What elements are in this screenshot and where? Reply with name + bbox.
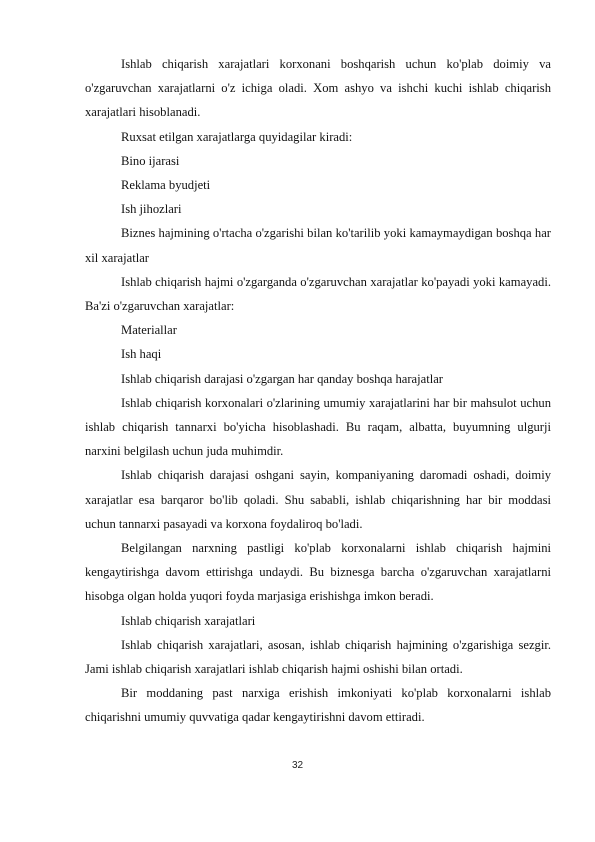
list-item: Reklama byudjeti <box>121 178 211 193</box>
paragraph: Belgilangan narxning pastligi ko'plab korxonalarni ishlab chiqarish hajmini kengaytirishga davom ettirishga undaydi. Bu biznesga barcha o'zgaruvchan xarajatlarni hisobga olgan holda yuqori foyda marjasiga erishishga imkon beradi. <box>85 541 551 604</box>
paragraph: Ishlab chiqarish xarajatlari korxonani boshqarish uchun ko'plab doimiy va o'zgaruvchan xarajatlarni o'z ichiga oladi. Xom ashyo va ishchi kuchi ishlab chiqarish xarajatlari hisoblanadi. <box>85 57 551 120</box>
paragraph: Bir moddaning past narxiga erishish imkoniyati ko'plab korxonalarni ishlab chiqarishni umumiy quvvatiga qadar kengaytirishni davom ettiradi. <box>85 686 551 725</box>
paragraph: Biznes hajmining o'rtacha o'zgarishi bilan ko'tarilib yoki kamaymaydigan boshqa har xil xarajatlar <box>85 226 551 265</box>
paragraph: Ishlab chiqarish hajmi o'zgarganda o'zgaruvchan xarajatlar ko'payadi yoki kamayadi. Ba'zi o'zgaruvchan xarajatlar: <box>85 274 551 314</box>
list-item: Bino ijarasi <box>121 153 180 168</box>
paragraph: Ishlab chiqarish xarajatlari, asosan, ishlab chiqarish hajmining o'zgarishiga sezgir. Jami ishlab chiqarish xarajatlari ishlab chiqarish hajmi oshishi bilan ortadi. <box>85 637 551 677</box>
list-item: Ishlab chiqarish darajasi o'zgargan har qanday boshqa harajatlar <box>121 371 443 386</box>
section-heading: Ishlab chiqarish xarajatlari <box>121 613 256 628</box>
paragraph: Ishlab chiqarish darajasi oshgani sayin, kompaniyaning daromadi oshadi, doimiy xarajatlar esa barqaror bo'lib qoladi. Shu sababli, ishlab chiqarishning har bir moddasi uchun tannarxi pasayadi va korxona foydaliroq bo'ladi. <box>85 468 551 531</box>
list-item: Ish jihozlari <box>121 202 182 217</box>
page-number: 32 <box>291 760 304 771</box>
list-item: Materiallar <box>121 323 177 338</box>
paragraph: Ruxsat etilgan xarajatlarga quyidagilar kiradi: <box>121 129 353 144</box>
list-item: Ish haqi <box>121 347 162 362</box>
body-text <box>85 52 551 730</box>
paragraph: Ishlab chiqarish korxonalari o'zlarining umumiy xarajatlarini har bir mahsulot uchun ishlab chiqarish tannarxi bo'yicha hisoblashadi. Bu raqam, albatta, buyumning ulgurji narxini belgilash uchun juda muhimdir. <box>85 395 551 459</box>
